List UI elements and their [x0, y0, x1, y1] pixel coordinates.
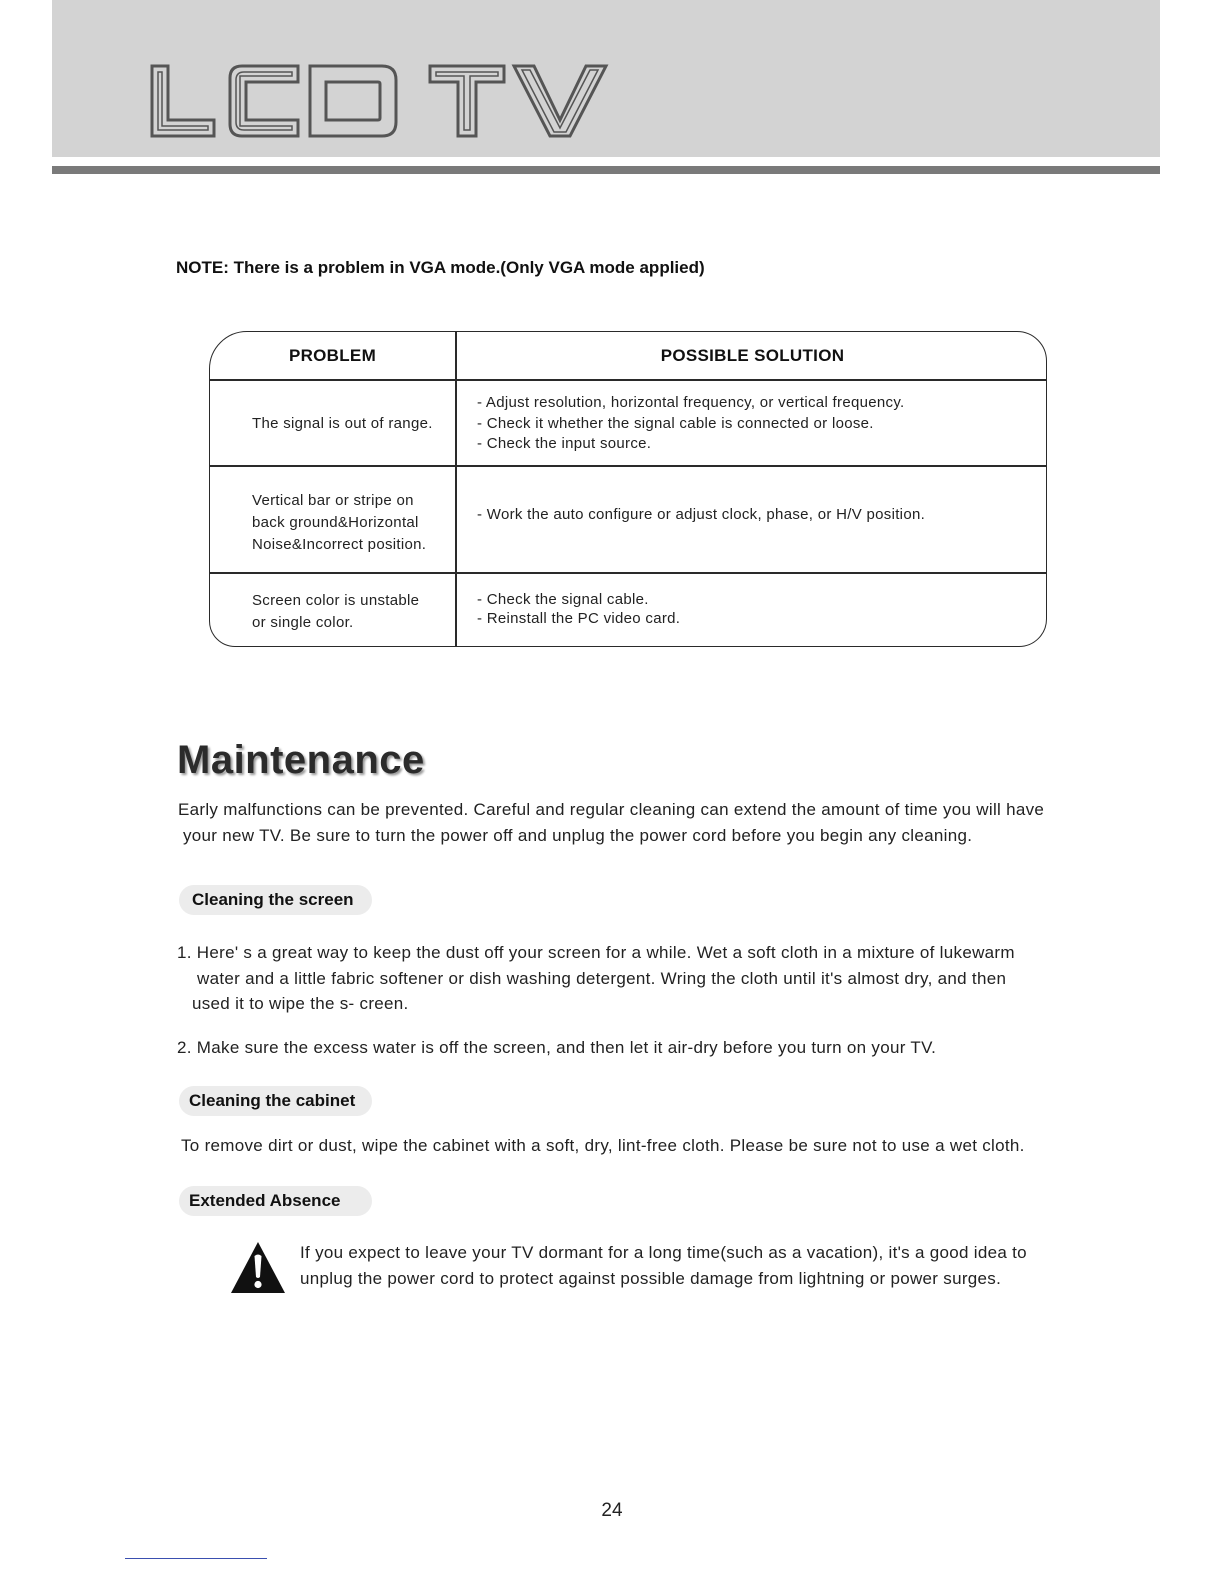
cleaning-cabinet-label: Cleaning the cabinet: [179, 1086, 372, 1116]
table-row-2-solution: [477, 505, 1037, 526]
solution-line: - Check it whether the signal cable is connected or loose.: [477, 414, 874, 432]
table-header-line: [210, 379, 1046, 381]
lcd-tv-logo: [150, 64, 610, 138]
footer-line: [125, 1558, 267, 1559]
problem-line: Screen color is unstable: [252, 592, 420, 609]
table-row-3-solution: [477, 590, 1037, 628]
problem-line: Noise&Incorrect position.: [252, 536, 427, 553]
table-row-1-problem: [252, 413, 452, 435]
maintenance-intro: [178, 797, 1044, 848]
problem-line: The signal is out of range.: [252, 415, 433, 432]
header-rule: [52, 166, 1160, 174]
intro-line: your new TV. Be sure to turn the power off and unplug the power cord before you begin any cleaning.: [183, 825, 973, 845]
table-row-2-problem: [252, 490, 452, 556]
table-header-solution: POSSIBLE SOLUTION: [660, 346, 845, 365]
step-line: used it to wipe the s- creen.: [192, 994, 409, 1013]
cleaning-screen-label: Cleaning the screen: [179, 885, 372, 915]
extended-absence-text: [300, 1240, 1027, 1291]
page-number: 24: [601, 1500, 623, 1521]
table-header-problem: PROBLEM: [288, 346, 377, 365]
table-row-3-problem: [252, 590, 452, 634]
step-line: 1. Here' s a great way to keep the dust off your screen for a while. Wet a soft cloth in a mixture of lukewarm: [177, 943, 1015, 962]
solution-line: - Reinstall the PC video card.: [477, 610, 681, 627]
warning-icon: [230, 1241, 286, 1294]
vga-note: NOTE: There is a problem in VGA mode.(Only VGA mode applied): [176, 258, 705, 277]
step-line: water and a little fabric softener or dish washing detergent. Wring the cloth until it's almost dry, and then: [197, 968, 1007, 988]
problem-line: back ground&Horizontal: [252, 514, 419, 531]
solution-line: - Work the auto configure or adjust clock, phase, or H/V position.: [477, 506, 926, 523]
cleaning-cabinet-text: To remove dirt or dust, wipe the cabinet with a soft, dry, lint-free cloth. Please be sure not to use a wet cloth.: [181, 1136, 1025, 1155]
problem-line: Vertical bar or stripe on: [252, 492, 414, 509]
intro-line: Early malfunctions can be prevented. Careful and regular cleaning can extend the amount of time you will have: [178, 800, 1045, 819]
cleaning-screen-step-1: [177, 940, 1015, 1017]
troubleshooting-table: [209, 331, 1047, 647]
solution-line: - Adjust resolution, horizontal frequency, or vertical frequency.: [477, 394, 905, 411]
maintenance-heading: Maintenance: [177, 738, 425, 782]
solution-line: - Check the input source.: [477, 435, 652, 452]
table-row-1-solution: [477, 393, 1037, 455]
absence-line: If you expect to leave your TV dormant for a long time(such as a vacation), it's a good idea to: [300, 1243, 1027, 1262]
problem-line: or single color.: [252, 614, 354, 631]
solution-line: - Check the signal cable.: [477, 591, 649, 608]
absence-line: unplug the power cord to protect against possible damage from lightning or power surges.: [300, 1268, 1002, 1288]
extended-absence-label: Extended Absence: [179, 1186, 372, 1216]
cleaning-screen-step-2: 2. Make sure the excess water is off the screen, and then let it air-dry before you turn on your TV.: [177, 1038, 937, 1057]
table-row-line: [210, 572, 1046, 574]
table-row-line: [210, 465, 1046, 467]
